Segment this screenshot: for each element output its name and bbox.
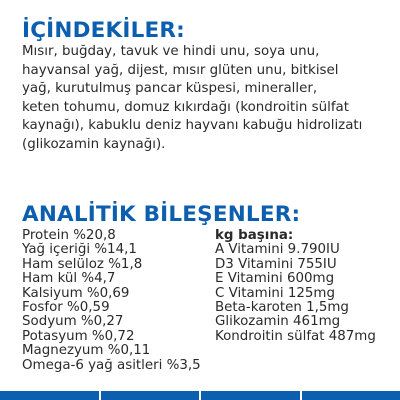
constituent-row: Fosfor %0,59 <box>22 300 110 316</box>
additives-per-kg-list <box>215 229 395 344</box>
constituent-row: Sodyum %0,27 <box>22 314 124 330</box>
constituent-row: Omega-6 yağ asitleri %3,5 <box>22 357 201 373</box>
band-notch <box>99 391 101 400</box>
additive-row: A Vitamini 9.790IU <box>215 242 340 258</box>
constituent-row: Protein %20,8 <box>22 228 116 243</box>
additive-row: D3 Vitamini 755IU <box>215 256 337 272</box>
ingredients-line: kaynağı), kabuklu deniz hayvanı kabuğu hidrolizatı <box>22 118 363 134</box>
ingredients-line: Mısır, buğday, tavuk ve hindi unu, soya unu, <box>22 44 320 59</box>
constituent-row: Potasyum %0,72 <box>22 328 135 344</box>
ingredients-text <box>22 43 394 155</box>
ingredients-heading: İÇİNDEKİLER: <box>22 18 185 43</box>
ingredients-line: (glikozamin kaynağı). <box>22 136 166 152</box>
ingredients-line: hayvansal yağ, dijest, mısır glüten unu, bitkisel <box>22 62 339 78</box>
constituent-row: Magnezyum %0,11 <box>22 343 151 359</box>
bottom-color-band <box>0 391 400 400</box>
constituent-row: Ham selüloz %1,8 <box>22 256 143 272</box>
ingredients-line: yağ, kurutulmuş pancar küspesi, mineraller, <box>22 81 318 97</box>
ingredients-line: keten tohumu, domuz kıkırdağı (kondroitin sülfat <box>22 99 349 115</box>
per-kg-title: kg başına: <box>215 228 294 243</box>
additive-row: C Vitamini 125mg <box>215 285 335 301</box>
constituent-row: Kalsiyum %0,69 <box>22 285 130 301</box>
constituent-row: Yağ içeriği %14,1 <box>22 242 137 258</box>
additive-row: Kondroitin sülfat 487mg <box>215 328 376 344</box>
additive-row: Beta-karoten 1,5mg <box>215 300 349 316</box>
additive-row: E Vitamini 600mg <box>215 271 335 287</box>
additive-row: Glikozamin 461mg <box>215 314 341 330</box>
analytic-constituents-list <box>22 229 212 373</box>
band-notch <box>300 391 302 400</box>
constituent-row: Ham kül %4,7 <box>22 271 116 287</box>
band-notch <box>199 391 201 400</box>
analytic-components-heading: ANALİTİK BİLEŞENLER: <box>22 202 301 227</box>
